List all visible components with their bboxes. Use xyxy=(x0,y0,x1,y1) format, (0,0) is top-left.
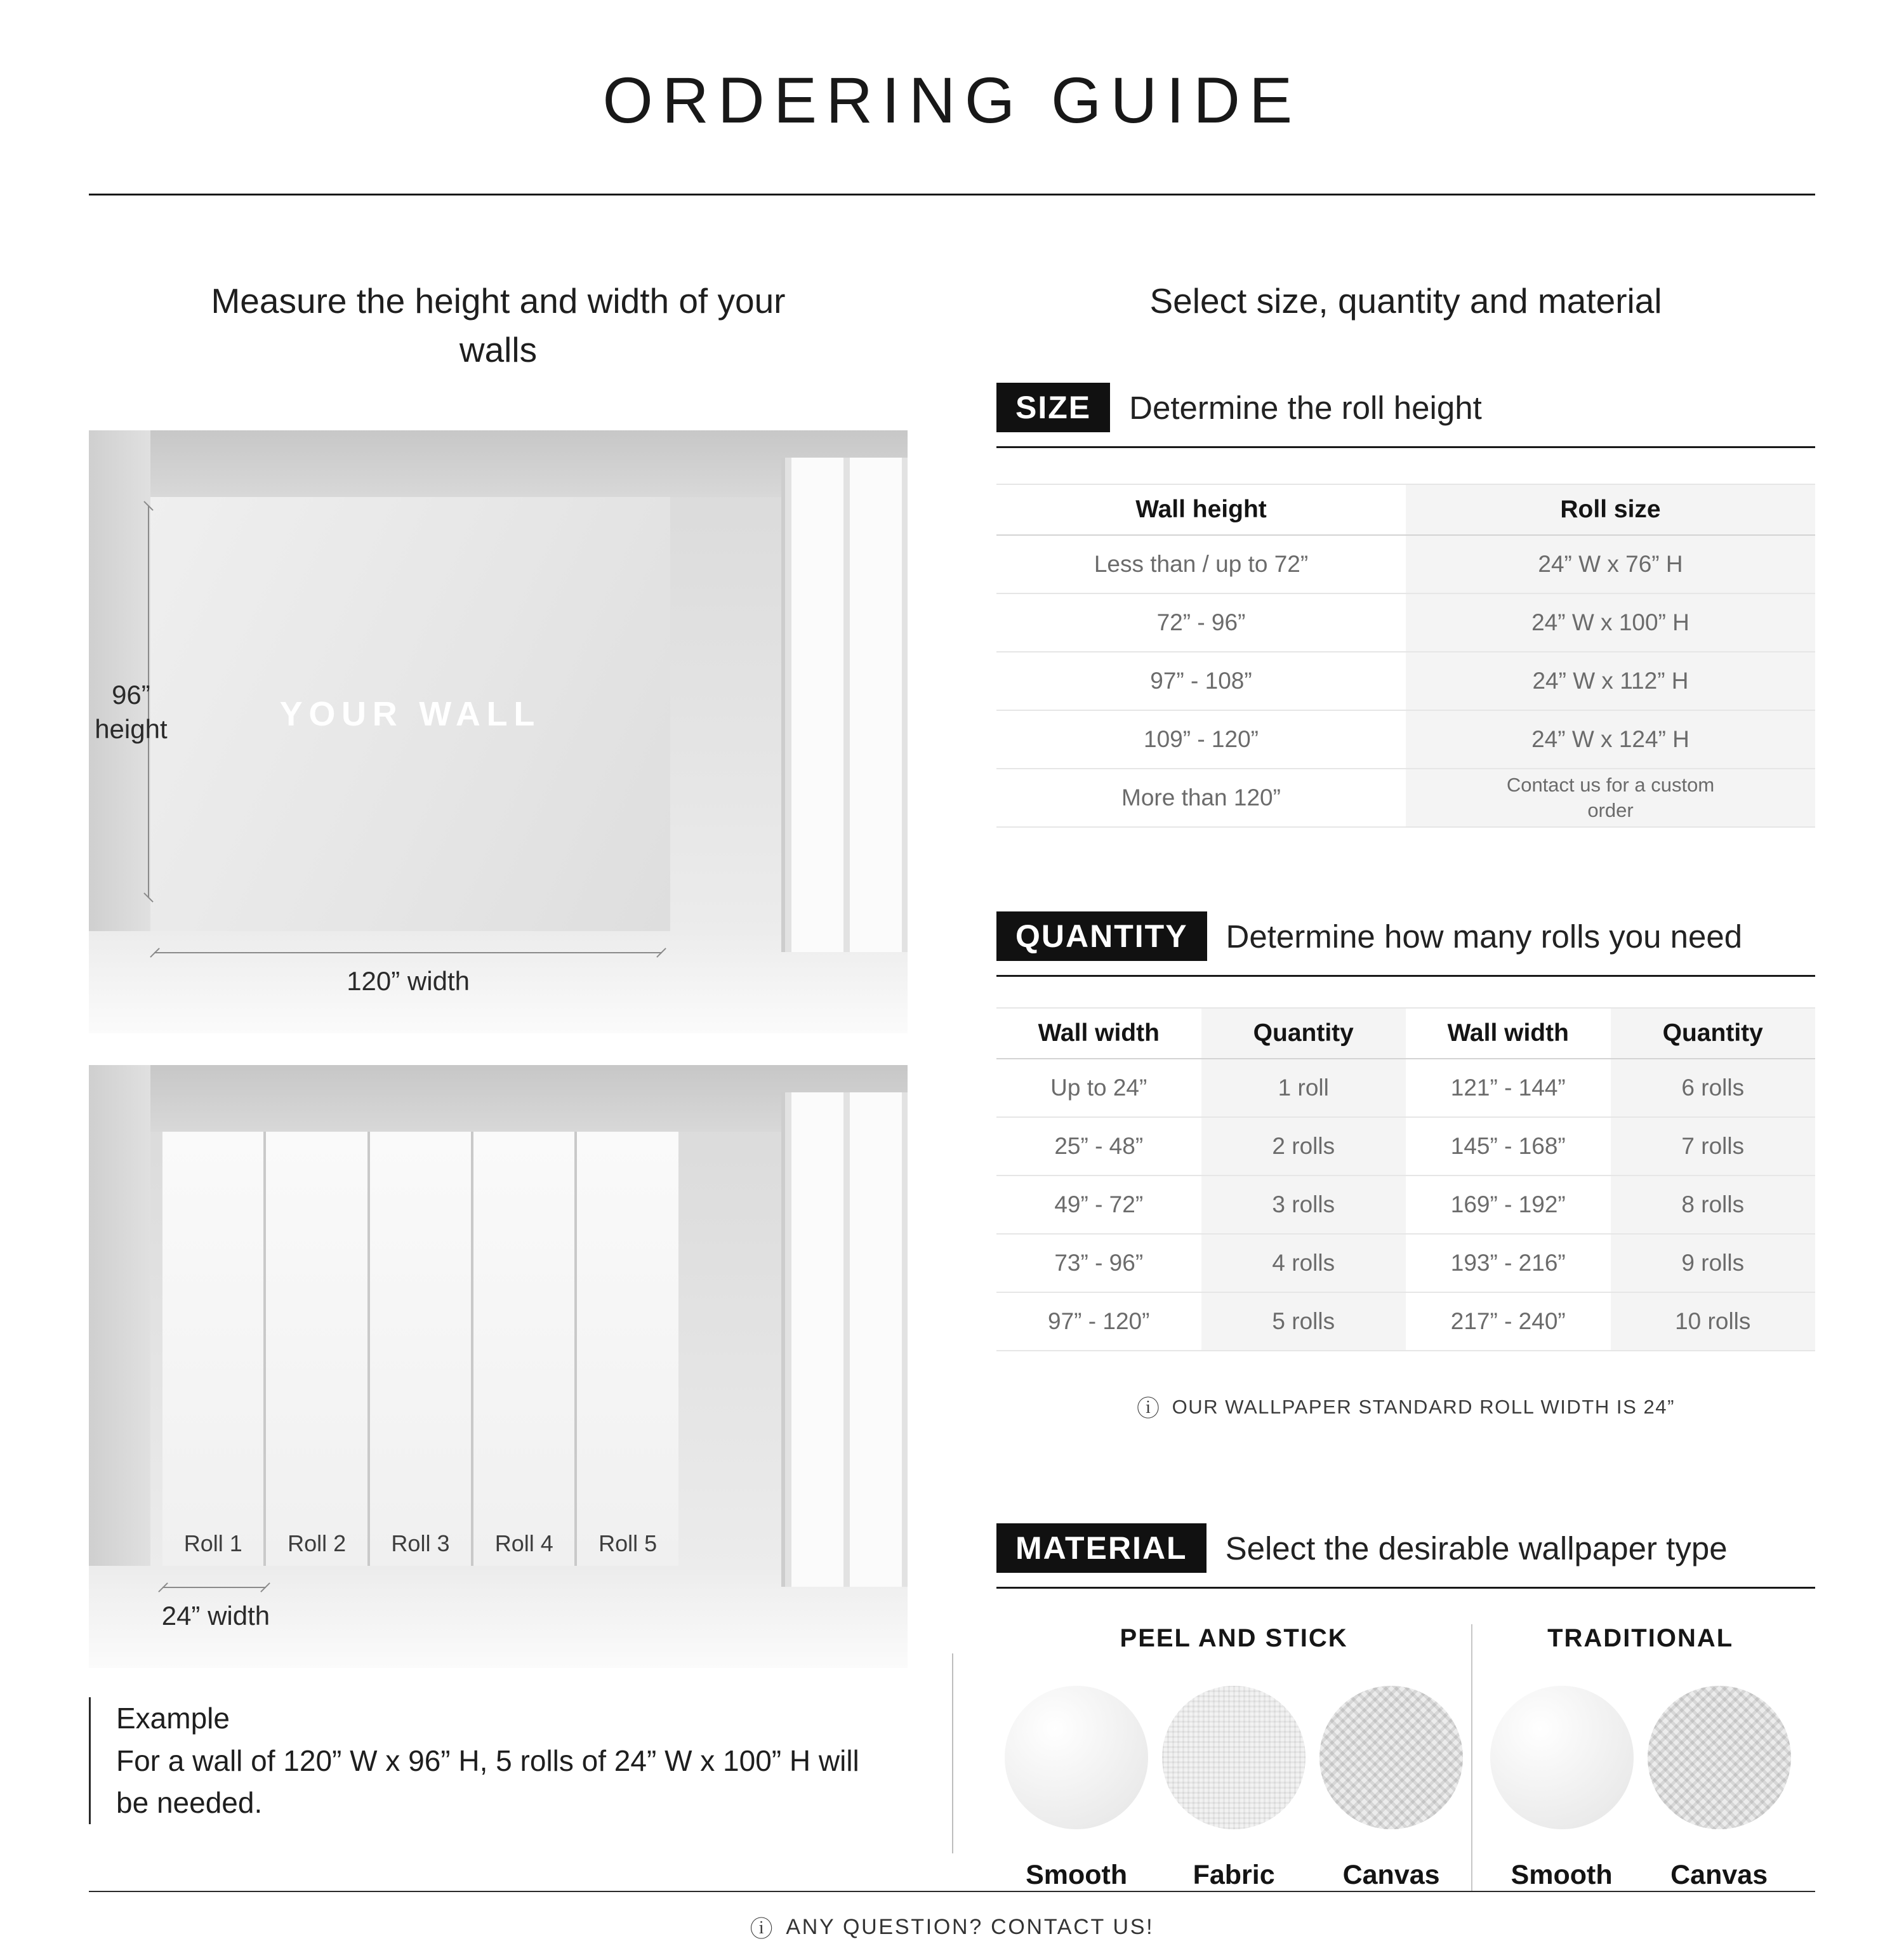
height-word: height xyxy=(95,714,168,745)
roll-panel xyxy=(370,1132,471,1566)
qty-cell: 49” - 72” xyxy=(996,1176,1201,1235)
roll-panel-label: Roll 4 xyxy=(494,1530,553,1556)
roll-width-dimension-line xyxy=(162,1587,266,1588)
select-column xyxy=(996,195,1815,1891)
example-block xyxy=(89,1697,865,1824)
size-row-roll: 24” W x 124” H xyxy=(1406,711,1815,769)
qty-cell: 7 rolls xyxy=(1611,1118,1816,1176)
swatch-canvas xyxy=(1319,1686,1464,1891)
qty-cell: 2 rolls xyxy=(1201,1118,1406,1176)
material-group-peel-and-stick xyxy=(996,1624,1471,1891)
size-row-roll: 24” W x 100” H xyxy=(1406,594,1815,652)
qty-cell: 1 roll xyxy=(1201,1059,1406,1118)
size-row-roll: 24” W x 112” H xyxy=(1406,652,1815,711)
your-wall-surface xyxy=(150,497,670,931)
swatch-fabric xyxy=(1161,1686,1306,1891)
swatch-canvas xyxy=(1647,1686,1792,1891)
size-row-wall: More than 120” xyxy=(996,769,1406,828)
swatch-name: Smooth xyxy=(1511,1860,1613,1890)
swatch-name: Smooth xyxy=(1026,1860,1128,1890)
qty-cell: 3 rolls xyxy=(1201,1176,1406,1235)
room-illustration-rolls xyxy=(89,1065,908,1668)
roll-panel xyxy=(162,1132,263,1566)
measure-column xyxy=(89,195,908,1891)
size-table xyxy=(996,484,1815,828)
size-row-wall: 109” - 120” xyxy=(996,711,1406,769)
roll-panel xyxy=(473,1132,574,1566)
qty-cell: 97” - 120” xyxy=(996,1293,1201,1351)
size-col-header-roll-size: Roll size xyxy=(1406,485,1815,536)
swatch-name: Canvas xyxy=(1342,1860,1440,1890)
swatch-row xyxy=(1004,1686,1464,1891)
fabric-texture-sample xyxy=(1162,1686,1306,1829)
qty-cell: 25” - 48” xyxy=(996,1118,1201,1176)
material-section-title: Select the desirable wallpaper type xyxy=(1225,1530,1728,1566)
wallpaper-roll-panels xyxy=(162,1132,678,1566)
material-options xyxy=(996,1624,1815,1891)
footer xyxy=(89,1891,1815,1960)
your-wall-label: YOUR WALL xyxy=(279,694,541,733)
size-row-wall: Less than / up to 72” xyxy=(996,536,1406,594)
material-group-label: TRADITIONAL xyxy=(1547,1624,1734,1652)
swatch-name: Fabric xyxy=(1193,1860,1275,1890)
roll-panel xyxy=(577,1132,678,1566)
quantity-section-header xyxy=(996,911,1815,977)
swatch-name: Canvas xyxy=(1670,1860,1768,1890)
roll-panel-label: Roll 5 xyxy=(598,1530,658,1556)
roll-width-note-text: OUR WALLPAPER STANDARD ROLL WIDTH IS 24” xyxy=(1172,1395,1675,1418)
size-row-wall: 72” - 96” xyxy=(996,594,1406,652)
smooth-texture-sample xyxy=(1005,1686,1148,1829)
room-window xyxy=(781,1092,908,1587)
qty-cell: Up to 24” xyxy=(996,1059,1201,1118)
quantity-section-title: Determine how many rolls you need xyxy=(1226,918,1743,955)
canvas-texture-sample xyxy=(1648,1686,1791,1829)
swatch-smooth xyxy=(1004,1686,1149,1891)
qty-col-header: Quantity xyxy=(1201,1009,1406,1059)
quantity-badge: QUANTITY xyxy=(996,911,1207,961)
qty-cell: 73” - 96” xyxy=(996,1235,1201,1293)
size-col-header-wall-height: Wall height xyxy=(996,485,1406,536)
swatch-row xyxy=(1490,1686,1792,1891)
room-illustration-wall xyxy=(89,430,908,1033)
roll-panel xyxy=(266,1132,367,1566)
qty-cell: 121” - 144” xyxy=(1406,1059,1611,1118)
height-value: 96” xyxy=(112,679,150,710)
qty-col-header: Quantity xyxy=(1611,1009,1816,1059)
size-section-header xyxy=(996,383,1815,448)
size-badge: SIZE xyxy=(996,383,1110,432)
qty-cell: 145” - 168” xyxy=(1406,1118,1611,1176)
qty-cell: 5 rolls xyxy=(1201,1293,1406,1351)
qty-cell: 193” - 216” xyxy=(1406,1235,1611,1293)
width-dimension-line xyxy=(154,952,662,953)
size-row-roll-custom-order: Contact us for a custom order xyxy=(1406,769,1815,828)
qty-col-header: Wall width xyxy=(1406,1009,1611,1059)
roll-width-dimension-label: 24” width xyxy=(161,1600,270,1631)
qty-cell: 10 rolls xyxy=(1611,1293,1816,1351)
example-title: Example xyxy=(116,1702,230,1735)
qty-cell: 169” - 192” xyxy=(1406,1176,1611,1235)
canvas-texture-sample xyxy=(1319,1686,1463,1829)
qty-cell: 8 rolls xyxy=(1611,1176,1816,1235)
material-section-header xyxy=(996,1523,1815,1589)
main-content xyxy=(89,195,1815,1891)
footer-contact-text: ANY QUESTION? CONTACT US! xyxy=(786,1915,1154,1939)
width-dimension-label: 120” width xyxy=(347,965,470,996)
qty-cell: 217” - 240” xyxy=(1406,1293,1611,1351)
swatch-smooth xyxy=(1490,1686,1634,1891)
size-row-roll: 24” W x 76” H xyxy=(1406,536,1815,594)
material-badge: MATERIAL xyxy=(996,1523,1207,1573)
height-dimension-label xyxy=(92,678,170,747)
select-heading: Select size, quantity and material xyxy=(1149,281,1662,321)
example-text: For a wall of 120” W x 96” H, 5 rolls of 24” W x 100” H will be needed. xyxy=(116,1744,859,1820)
qty-cell: 6 rolls xyxy=(1611,1059,1816,1118)
info-icon: ⓘ xyxy=(1137,1395,1161,1421)
smooth-texture-sample xyxy=(1490,1686,1634,1829)
roll-width-note xyxy=(996,1391,1815,1423)
material-group-traditional xyxy=(1472,1624,1808,1891)
qty-col-header: Wall width xyxy=(996,1009,1201,1059)
material-group-label: PEEL AND STICK xyxy=(1120,1624,1348,1652)
qty-cell: 4 rolls xyxy=(1201,1235,1406,1293)
size-row-wall: 97” - 108” xyxy=(996,652,1406,711)
page-title: ORDERING GUIDE xyxy=(602,64,1302,136)
roll-panel-label: Roll 1 xyxy=(183,1530,242,1556)
qty-cell: 9 rolls xyxy=(1611,1235,1816,1293)
room-window xyxy=(781,458,908,952)
roll-panel-label: Roll 3 xyxy=(391,1530,450,1556)
quantity-table xyxy=(996,1007,1815,1351)
column-divider xyxy=(952,1653,953,1853)
size-section-title: Determine the roll height xyxy=(1129,389,1482,426)
measure-heading: Measure the height and width of your walls xyxy=(211,281,786,369)
roll-panel-label: Roll 2 xyxy=(288,1530,347,1556)
info-icon: ⓘ xyxy=(750,1916,775,1942)
